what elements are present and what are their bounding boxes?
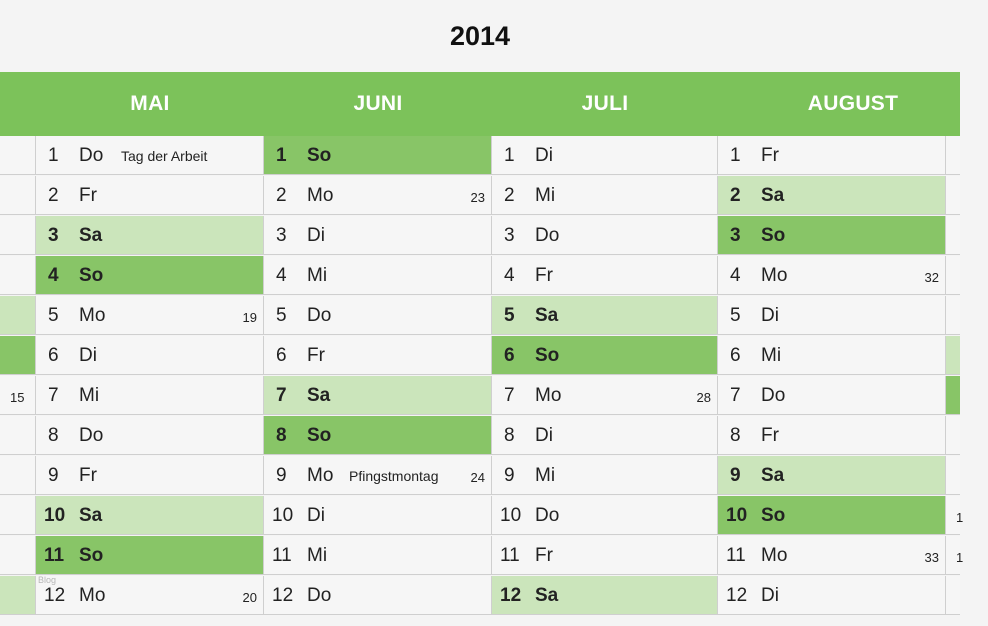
day-cell[interactable] [492,296,718,335]
weekday: Di [307,225,325,246]
day-cell[interactable] [36,256,264,295]
day-cell[interactable] [718,296,946,335]
weekday: Di [535,425,553,446]
week-edge-cell [0,376,36,415]
month-name-juni: JUNI [353,92,403,115]
week-edge-cell [0,576,36,615]
day-cell[interactable] [718,456,946,495]
weekday: Mi [307,265,328,286]
day-number: 6 [504,345,515,366]
day-cell[interactable] [718,216,946,255]
day-cell[interactable] [718,416,946,455]
week-edge-cell [0,336,36,375]
day-cell[interactable] [264,296,492,335]
watermark: Blog [38,575,57,585]
weekday: Mo [761,265,788,286]
day-cell[interactable] [492,216,718,255]
week-number: 32 [924,270,939,285]
day-cell[interactable] [36,176,264,215]
day-cell[interactable] [264,456,492,495]
day-cell[interactable] [492,536,718,575]
weekday: So [761,505,786,526]
day-number: 10 [500,505,522,526]
week-edge-cell [0,496,36,535]
weekday: Di [761,585,779,606]
day-cell[interactable] [264,216,492,255]
day-number: 8 [504,425,515,446]
weekday: So [79,265,104,286]
weekday: Mo [535,385,562,406]
next-month-edge-cell [946,216,960,255]
weekday: Mo [79,585,106,606]
month-name-mai: MAI [130,92,170,115]
weekday: Mi [535,185,556,206]
day-number: 9 [48,465,59,486]
day-number: 4 [276,265,287,286]
week-number: 23 [470,190,485,205]
week-number: 1 [956,510,964,525]
day-cell[interactable] [492,576,718,615]
weekday: Mi [79,385,100,406]
weekday: So [535,345,560,366]
day-cell[interactable] [264,136,492,175]
weekday: Sa [761,465,785,486]
day-cell[interactable] [718,496,946,535]
day-number: 12 [44,585,66,606]
week-number: 28 [696,390,711,405]
day-number: 2 [276,185,287,206]
weekday: Sa [307,385,331,406]
day-cell[interactable] [36,536,264,575]
day-cell[interactable] [718,256,946,295]
day-cell[interactable] [492,336,718,375]
day-number: 9 [730,465,741,486]
next-month-edge-cell [946,336,960,375]
week-edge-cell [0,456,36,495]
day-number: 1 [730,145,741,166]
day-cell[interactable] [718,176,946,215]
month-name-juli: JULI [581,92,629,115]
day-number: 10 [44,505,66,526]
day-number: 2 [504,185,515,206]
week-edge-cell [0,256,36,295]
day-number: 1 [504,145,515,166]
weekday: Do [535,505,560,526]
weekday: So [79,545,104,566]
day-number: 11 [44,545,65,566]
day-cell[interactable] [36,336,264,375]
day-number: 9 [504,465,515,486]
weekday: Mo [307,185,334,206]
day-number: 2 [48,185,59,206]
day-number: 8 [276,425,287,446]
next-month-edge-cell [946,496,964,535]
weekday: Di [535,145,553,166]
week-number: 24 [470,470,485,485]
weekday: Mi [307,545,328,566]
day-cell[interactable] [492,496,718,535]
day-number: 12 [272,585,294,606]
weekday: So [307,425,332,446]
year-title: 2014 [0,0,960,73]
next-month-edge-cell [946,176,960,215]
day-number: 7 [504,385,515,406]
next-month-edge-cell [946,456,960,495]
week-number: 19 [242,310,257,325]
weekday: Mo [79,305,106,326]
weekday: Sa [761,185,785,206]
day-number: 3 [504,225,515,246]
weekday: Sa [79,225,103,246]
day-number: 12 [500,585,522,606]
weekday: Fr [761,145,779,166]
next-month-edge-cell [946,376,960,415]
day-cell[interactable] [264,496,492,535]
weekday: Sa [535,585,559,606]
weekday: Fr [535,545,553,566]
day-cell[interactable] [264,256,492,295]
week-edge-cell [0,216,36,255]
calendar-grid [0,136,964,626]
week-edge-cell [0,296,36,335]
day-cell[interactable] [36,456,264,495]
month-name-august: AUGUST [807,92,899,115]
weekday: Di [307,505,325,526]
day-cell[interactable] [36,416,264,455]
day-cell[interactable] [36,136,264,175]
day-number: 12 [726,585,748,606]
day-number: 7 [48,385,59,406]
day-cell[interactable] [718,536,946,575]
weekday: Do [307,305,332,326]
day-number: 6 [730,345,741,366]
next-month-edge-cell [946,136,960,175]
day-cell[interactable] [264,536,492,575]
weekday: Fr [79,185,97,206]
day-cell[interactable] [718,376,946,415]
weekday: Sa [535,305,559,326]
day-number: 4 [48,265,59,286]
next-month-edge-cell [946,256,960,295]
day-cell[interactable] [264,336,492,375]
day-number: 6 [276,345,287,366]
weekday: Do [307,585,332,606]
weekday: Sa [79,505,103,526]
day-cell[interactable] [492,176,718,215]
day-number: 4 [730,265,741,286]
day-number: 7 [730,385,741,406]
day-number: 11 [272,545,292,566]
week-number: 1 [956,550,964,565]
week-edge-cell [0,176,36,215]
day-cell[interactable] [264,176,492,215]
day-number: 8 [48,425,59,446]
day-cell[interactable] [492,456,718,495]
day-cell[interactable] [264,376,492,415]
day-number: 5 [504,305,515,326]
day-cell[interactable] [264,416,492,455]
day-number: 11 [500,545,520,566]
day-number: 10 [272,505,294,526]
day-cell[interactable] [492,416,718,455]
day-cell[interactable] [36,216,264,255]
day-cell[interactable] [718,576,946,615]
holiday-note: Pfingstmontag [349,468,439,484]
weekday: Fr [535,265,553,286]
weekday: Do [761,385,786,406]
day-number: 5 [48,305,59,326]
day-number: 8 [730,425,741,446]
weekday: Fr [79,465,97,486]
weekday: Fr [761,425,779,446]
day-number: 5 [730,305,741,326]
week-edge-cell [0,416,36,455]
next-month-edge-cell [946,576,960,615]
weekday: Do [535,225,560,246]
day-number: 3 [730,225,741,246]
day-cell[interactable] [36,296,264,335]
next-month-edge-cell [946,536,964,575]
week-number: 20 [242,590,257,605]
weekday: Mo [761,545,788,566]
day-cell[interactable] [492,256,718,295]
day-number: 10 [726,505,748,526]
day-number: 4 [504,265,515,286]
day-number: 3 [276,225,287,246]
weekday: Do [79,425,104,446]
day-number: 7 [276,385,287,406]
day-number: 6 [48,345,59,366]
day-cell[interactable] [36,376,264,415]
day-number: 9 [276,465,287,486]
day-cell[interactable] [492,136,718,175]
day-cell[interactable] [718,136,946,175]
day-number: 1 [276,145,287,166]
weekday: Di [79,345,97,366]
week-number: 33 [924,550,939,565]
next-month-edge-cell [946,416,960,455]
day-number: 11 [726,545,746,566]
day-cell[interactable] [492,376,718,415]
day-number: 1 [48,145,59,166]
week-edge-cell [0,136,36,175]
next-month-edge-cell [946,296,960,335]
weekday: Mi [535,465,556,486]
day-number: 3 [48,225,59,246]
week-number: 15 [10,390,25,405]
day-cell[interactable] [36,496,264,535]
day-number: 2 [730,185,741,206]
weekday: Di [761,305,779,326]
day-number: 5 [276,305,287,326]
weekday: Do [79,145,104,166]
weekday: Mo [307,465,334,486]
month-header-bar [0,72,960,136]
weekday: Mi [761,345,782,366]
day-cell[interactable] [264,576,492,615]
holiday-note: Tag der Arbeit [121,148,208,164]
day-cell[interactable] [718,336,946,375]
weekday: Fr [307,345,325,366]
weekday: So [761,225,786,246]
day-cell[interactable] [36,576,264,615]
week-edge-cell [0,536,36,575]
weekday: So [307,145,332,166]
